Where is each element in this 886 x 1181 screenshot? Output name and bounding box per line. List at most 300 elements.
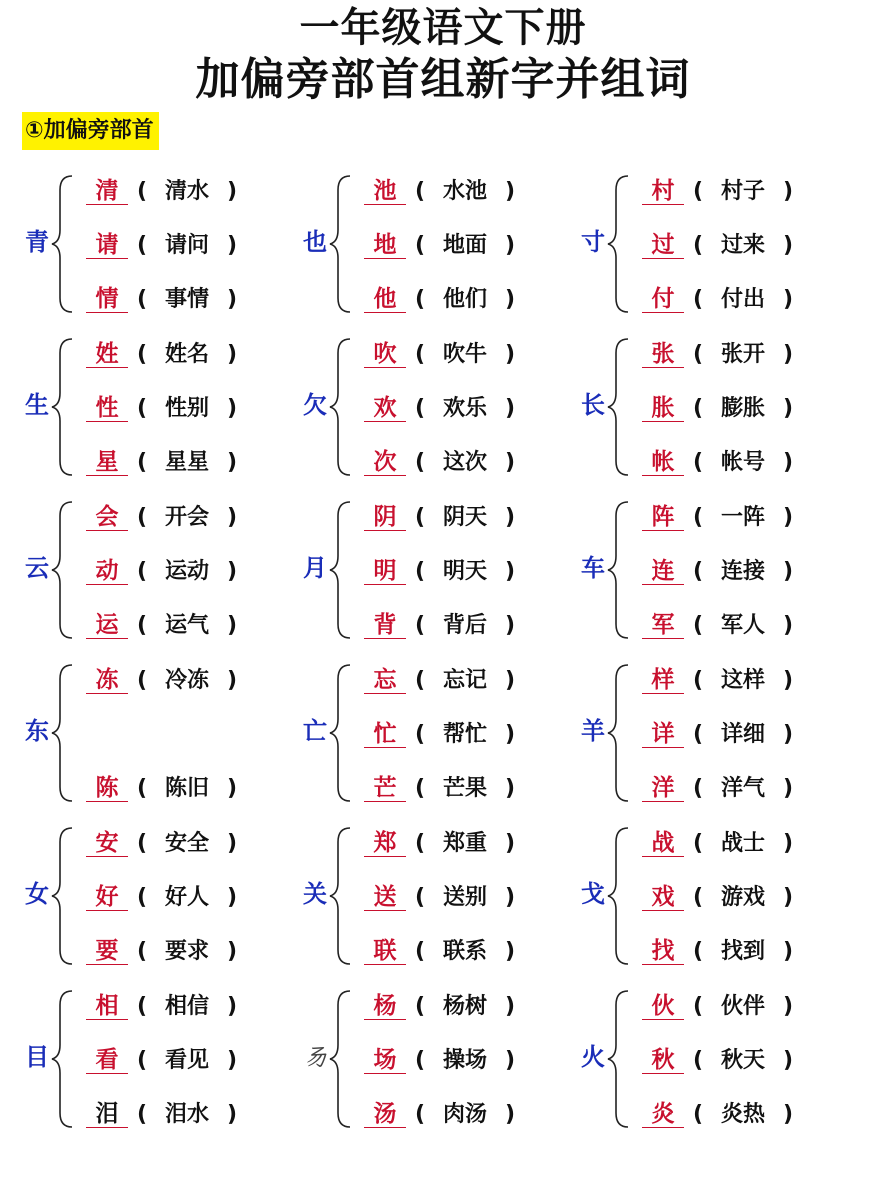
derived-character: 次: [360, 445, 410, 479]
curly-brace-icon: [48, 657, 78, 807]
curly-brace-icon: [604, 820, 634, 970]
derived-character: 胀: [638, 391, 688, 425]
word-row: [82, 608, 242, 642]
compound-word: 秋天: [720, 1048, 765, 1073]
open-paren: (: [692, 939, 704, 964]
word-row: [360, 391, 520, 425]
curly-brace-icon: [48, 983, 78, 1133]
compound-word: 找到: [720, 939, 765, 964]
derived-character: 洋: [638, 771, 688, 805]
close-paren: ): [504, 613, 516, 638]
close-paren: ): [782, 776, 794, 801]
compound-word: 帐号: [720, 450, 765, 475]
derived-character: 陈: [82, 771, 132, 805]
radical-char: 𠃓: [303, 1043, 327, 1071]
radical-group: [300, 331, 580, 481]
derived-character: 杨: [360, 989, 410, 1023]
close-paren: ): [504, 722, 516, 747]
radical-group: [578, 657, 858, 807]
word-row: [82, 663, 242, 697]
derived-character: 场: [360, 1043, 410, 1077]
compound-word: 性别: [164, 396, 209, 421]
radical-char: 关: [303, 880, 327, 908]
close-paren: ): [782, 1048, 794, 1073]
word-row: [360, 445, 520, 479]
word-row: [82, 880, 242, 914]
open-paren: (: [414, 396, 426, 421]
derived-character: 找: [638, 934, 688, 968]
open-paren: (: [136, 559, 148, 584]
radical-char: 羊: [581, 717, 605, 745]
close-paren: ): [782, 831, 794, 856]
derived-character: 村: [638, 174, 688, 208]
close-paren: ): [782, 939, 794, 964]
word-row: [638, 337, 798, 371]
close-paren: ): [226, 559, 238, 584]
derived-character: 戏: [638, 880, 688, 914]
compound-word: 送别: [442, 885, 487, 910]
derived-character: 阵: [638, 500, 688, 534]
section-label: ①加偏旁部首: [22, 112, 159, 150]
compound-word: 他们: [442, 287, 487, 312]
open-paren: (: [414, 885, 426, 910]
radical-group: [22, 983, 302, 1133]
open-paren: (: [136, 1048, 148, 1073]
derived-character: 冻: [82, 663, 132, 697]
word-row: [360, 826, 520, 860]
close-paren: ): [504, 1102, 516, 1127]
compound-word: 炎热: [720, 1102, 765, 1127]
radical-char: 女: [25, 880, 49, 908]
compound-word: 肉汤: [442, 1102, 487, 1127]
open-paren: (: [414, 613, 426, 638]
open-paren: (: [692, 505, 704, 530]
close-paren: ): [504, 994, 516, 1019]
word-row: [638, 826, 798, 860]
compound-word: 吹牛: [442, 342, 487, 367]
derived-character: 张: [638, 337, 688, 371]
close-paren: ): [782, 885, 794, 910]
word-row: [638, 445, 798, 479]
close-paren: ): [782, 233, 794, 258]
word-row: [360, 717, 520, 751]
word-row: [638, 1097, 798, 1131]
compound-word: 阴天: [442, 505, 487, 530]
derived-character: 欢: [360, 391, 410, 425]
radical-group: [22, 168, 302, 318]
open-paren: (: [136, 287, 148, 312]
word-row: [360, 282, 520, 316]
word-row: [360, 608, 520, 642]
close-paren: ): [504, 179, 516, 204]
compound-word: 这样: [720, 668, 765, 693]
compound-word: 姓名: [164, 342, 209, 367]
curly-brace-icon: [604, 331, 634, 481]
derived-character: 芒: [360, 771, 410, 805]
compound-word: 星星: [164, 450, 209, 475]
word-row: [82, 989, 242, 1023]
close-paren: ): [226, 287, 238, 312]
close-paren: ): [504, 233, 516, 258]
open-paren: (: [692, 450, 704, 475]
open-paren: (: [692, 722, 704, 747]
close-paren: ): [782, 559, 794, 584]
close-paren: ): [782, 450, 794, 475]
compound-word: 背后: [442, 613, 487, 638]
word-row: [360, 174, 520, 208]
derived-character: 清: [82, 174, 132, 208]
open-paren: (: [414, 1048, 426, 1073]
curly-brace-icon: [326, 168, 356, 318]
close-paren: ): [504, 776, 516, 801]
radical-group: [300, 820, 580, 970]
open-paren: (: [692, 396, 704, 421]
derived-character: 阴: [360, 500, 410, 534]
close-paren: ): [226, 396, 238, 421]
compound-word: 看见: [164, 1048, 209, 1073]
derived-character: 要: [82, 934, 132, 968]
word-row: [638, 880, 798, 914]
close-paren: ): [226, 613, 238, 638]
open-paren: (: [414, 559, 426, 584]
open-paren: (: [692, 233, 704, 258]
curly-brace-icon: [326, 657, 356, 807]
compound-word: 操场: [442, 1048, 487, 1073]
compound-word: 明天: [442, 559, 487, 584]
derived-character: 炎: [638, 1097, 688, 1131]
close-paren: ): [226, 885, 238, 910]
derived-character: 过: [638, 228, 688, 262]
derived-character: 性: [82, 391, 132, 425]
radical-group: [300, 983, 580, 1133]
radical-char: 欠: [303, 391, 327, 419]
compound-word: 相信: [164, 994, 209, 1019]
derived-character: 好: [82, 880, 132, 914]
radical-group: [22, 494, 302, 644]
close-paren: ): [782, 396, 794, 421]
word-row: [82, 771, 242, 805]
compound-word: 好人: [164, 885, 209, 910]
compound-word: 冷冻: [164, 668, 209, 693]
curly-brace-icon: [326, 983, 356, 1133]
close-paren: ): [226, 233, 238, 258]
radical-char: 也: [303, 228, 327, 256]
word-row: [82, 337, 242, 371]
close-paren: ): [782, 287, 794, 312]
derived-character: 军: [638, 608, 688, 642]
compound-word: 杨树: [442, 994, 487, 1019]
radical-group: [22, 657, 302, 807]
close-paren: ): [782, 1102, 794, 1127]
compound-word: 欢乐: [442, 396, 487, 421]
radical-char: 车: [581, 554, 605, 582]
open-paren: (: [136, 939, 148, 964]
compound-word: 战士: [720, 831, 765, 856]
open-paren: (: [414, 722, 426, 747]
derived-character: 样: [638, 663, 688, 697]
derived-character: 郑: [360, 826, 410, 860]
word-row: [360, 337, 520, 371]
open-paren: (: [136, 396, 148, 421]
compound-word: 膨胀: [720, 396, 765, 421]
open-paren: (: [136, 831, 148, 856]
curly-brace-icon: [604, 168, 634, 318]
derived-character: 汤: [360, 1097, 410, 1131]
word-row: [360, 500, 520, 534]
open-paren: (: [414, 939, 426, 964]
derived-character: 请: [82, 228, 132, 262]
close-paren: ): [504, 287, 516, 312]
close-paren: ): [504, 668, 516, 693]
compound-word: 伙伴: [720, 994, 765, 1019]
curly-brace-icon: [48, 820, 78, 970]
curly-brace-icon: [48, 331, 78, 481]
word-row: [82, 174, 242, 208]
close-paren: ): [504, 939, 516, 964]
derived-character: 送: [360, 880, 410, 914]
close-paren: ): [504, 396, 516, 421]
close-paren: ): [782, 179, 794, 204]
derived-character: 吹: [360, 337, 410, 371]
curly-brace-icon: [604, 983, 634, 1133]
compound-word: 郑重: [442, 831, 487, 856]
close-paren: ): [504, 1048, 516, 1073]
word-row: [82, 445, 242, 479]
close-paren: ): [226, 831, 238, 856]
open-paren: (: [692, 287, 704, 312]
compound-word: 村子: [720, 179, 765, 204]
open-paren: (: [692, 179, 704, 204]
derived-character: 会: [82, 500, 132, 534]
word-row: [360, 663, 520, 697]
curly-brace-icon: [326, 331, 356, 481]
open-paren: (: [136, 1102, 148, 1127]
compound-word: 洋气: [720, 776, 765, 801]
close-paren: ): [782, 722, 794, 747]
word-row: [360, 934, 520, 968]
word-row: [360, 1043, 520, 1077]
derived-character: 动: [82, 554, 132, 588]
open-paren: (: [136, 613, 148, 638]
derived-character: 他: [360, 282, 410, 316]
close-paren: ): [226, 179, 238, 204]
word-row: [82, 934, 242, 968]
word-row: [638, 282, 798, 316]
close-paren: ): [782, 994, 794, 1019]
open-paren: (: [136, 668, 148, 693]
close-paren: ): [782, 505, 794, 530]
compound-word: 地面: [442, 233, 487, 258]
radical-char: 云: [25, 554, 49, 582]
close-paren: ): [782, 342, 794, 367]
word-row: [360, 1097, 520, 1131]
derived-character: 安: [82, 826, 132, 860]
derived-character: 星: [82, 445, 132, 479]
word-row: [638, 989, 798, 1023]
open-paren: (: [414, 450, 426, 475]
curly-brace-icon: [326, 820, 356, 970]
compound-word: 帮忙: [442, 722, 487, 747]
word-row: [638, 1043, 798, 1077]
derived-character: 看: [82, 1043, 132, 1077]
radical-group: [300, 494, 580, 644]
curly-brace-icon: [48, 168, 78, 318]
close-paren: ): [504, 342, 516, 367]
open-paren: (: [692, 342, 704, 367]
derived-character: 帐: [638, 445, 688, 479]
open-paren: (: [136, 450, 148, 475]
compound-word: 游戏: [720, 885, 765, 910]
radical-char: 亡: [303, 717, 327, 745]
open-paren: (: [414, 831, 426, 856]
open-paren: (: [692, 885, 704, 910]
derived-character: 背: [360, 608, 410, 642]
open-paren: (: [692, 776, 704, 801]
derived-character: 池: [360, 174, 410, 208]
radical-char: 月: [303, 554, 327, 582]
open-paren: (: [692, 668, 704, 693]
word-row: [360, 228, 520, 262]
compound-word: 事情: [164, 287, 209, 312]
close-paren: ): [226, 1102, 238, 1127]
derived-character: 忘: [360, 663, 410, 697]
word-row: [82, 500, 242, 534]
open-paren: (: [692, 613, 704, 638]
open-paren: (: [414, 233, 426, 258]
derived-character: 战: [638, 826, 688, 860]
open-paren: (: [136, 994, 148, 1019]
word-row: [638, 500, 798, 534]
word-row: [82, 826, 242, 860]
compound-word: 芒果: [442, 776, 487, 801]
radical-char: 东: [25, 717, 49, 745]
open-paren: (: [414, 776, 426, 801]
derived-character: 连: [638, 554, 688, 588]
open-paren: (: [136, 776, 148, 801]
close-paren: ): [226, 342, 238, 367]
close-paren: ): [226, 939, 238, 964]
word-row: [360, 554, 520, 588]
curly-brace-icon: [604, 657, 634, 807]
compound-word: 开会: [164, 505, 209, 530]
compound-word: 运动: [164, 559, 209, 584]
close-paren: ): [504, 450, 516, 475]
word-row: [82, 1043, 242, 1077]
close-paren: ): [226, 776, 238, 801]
word-row: [638, 608, 798, 642]
radical-group: [22, 331, 302, 481]
close-paren: ): [782, 668, 794, 693]
close-paren: ): [782, 613, 794, 638]
radical-group: [22, 820, 302, 970]
close-paren: ): [504, 831, 516, 856]
open-paren: (: [692, 994, 704, 1019]
derived-character: 运: [82, 608, 132, 642]
radical-group: [300, 168, 580, 318]
compound-word: 这次: [442, 450, 487, 475]
compound-word: 请问: [164, 233, 209, 258]
word-row: [638, 391, 798, 425]
compound-word: 陈旧: [164, 776, 209, 801]
compound-word: 连接: [720, 559, 765, 584]
open-paren: (: [414, 668, 426, 693]
curly-brace-icon: [604, 494, 634, 644]
radical-char: 长: [581, 391, 605, 419]
derived-character: 明: [360, 554, 410, 588]
radical-char: 火: [581, 1043, 605, 1071]
compound-word: 运气: [164, 613, 209, 638]
open-paren: (: [414, 505, 426, 530]
compound-word: 清水: [164, 179, 209, 204]
compound-word: 忘记: [442, 668, 487, 693]
radical-group: [578, 820, 858, 970]
close-paren: ): [504, 559, 516, 584]
radical-group: [578, 494, 858, 644]
word-row: [638, 228, 798, 262]
derived-character: 详: [638, 717, 688, 751]
compound-word: 详细: [720, 722, 765, 747]
compound-word: 一阵: [720, 505, 765, 530]
word-row: [638, 174, 798, 208]
radical-group: [300, 657, 580, 807]
word-row: [82, 282, 242, 316]
open-paren: (: [136, 885, 148, 910]
radical-group: [578, 331, 858, 481]
open-paren: (: [414, 1102, 426, 1127]
compound-word: 泪水: [164, 1102, 209, 1127]
radical-group: [578, 168, 858, 318]
derived-character: 秋: [638, 1043, 688, 1077]
word-row: [638, 663, 798, 697]
derived-character: 忙: [360, 717, 410, 751]
radical-char: 戈: [581, 880, 605, 908]
word-row: [360, 989, 520, 1023]
open-paren: (: [692, 831, 704, 856]
open-paren: (: [136, 342, 148, 367]
page-subtitle: 加偏旁部首组新字并组词: [195, 54, 691, 105]
close-paren: ): [226, 450, 238, 475]
word-row: [82, 554, 242, 588]
open-paren: (: [414, 342, 426, 367]
compound-word: 付出: [720, 287, 765, 312]
open-paren: (: [414, 994, 426, 1019]
word-row: [638, 934, 798, 968]
compound-word: 安全: [164, 831, 209, 856]
close-paren: ): [226, 1048, 238, 1073]
open-paren: (: [136, 179, 148, 204]
open-paren: (: [136, 505, 148, 530]
close-paren: ): [504, 505, 516, 530]
derived-character: 付: [638, 282, 688, 316]
word-row: [638, 771, 798, 805]
word-row: [638, 717, 798, 751]
open-paren: (: [692, 1102, 704, 1127]
word-row: [638, 554, 798, 588]
compound-word: 军人: [720, 613, 765, 638]
derived-character: 地: [360, 228, 410, 262]
close-paren: ): [226, 505, 238, 530]
close-paren: ): [504, 885, 516, 910]
radical-char: 目: [25, 1043, 49, 1071]
radical-char: 生: [25, 391, 49, 419]
radical-char: 青: [25, 228, 49, 256]
derived-character: 姓: [82, 337, 132, 371]
compound-word: 联系: [442, 939, 487, 964]
open-paren: (: [414, 179, 426, 204]
close-paren: ): [226, 994, 238, 1019]
derived-character: 泪: [82, 1097, 132, 1131]
compound-word: 张开: [720, 342, 765, 367]
